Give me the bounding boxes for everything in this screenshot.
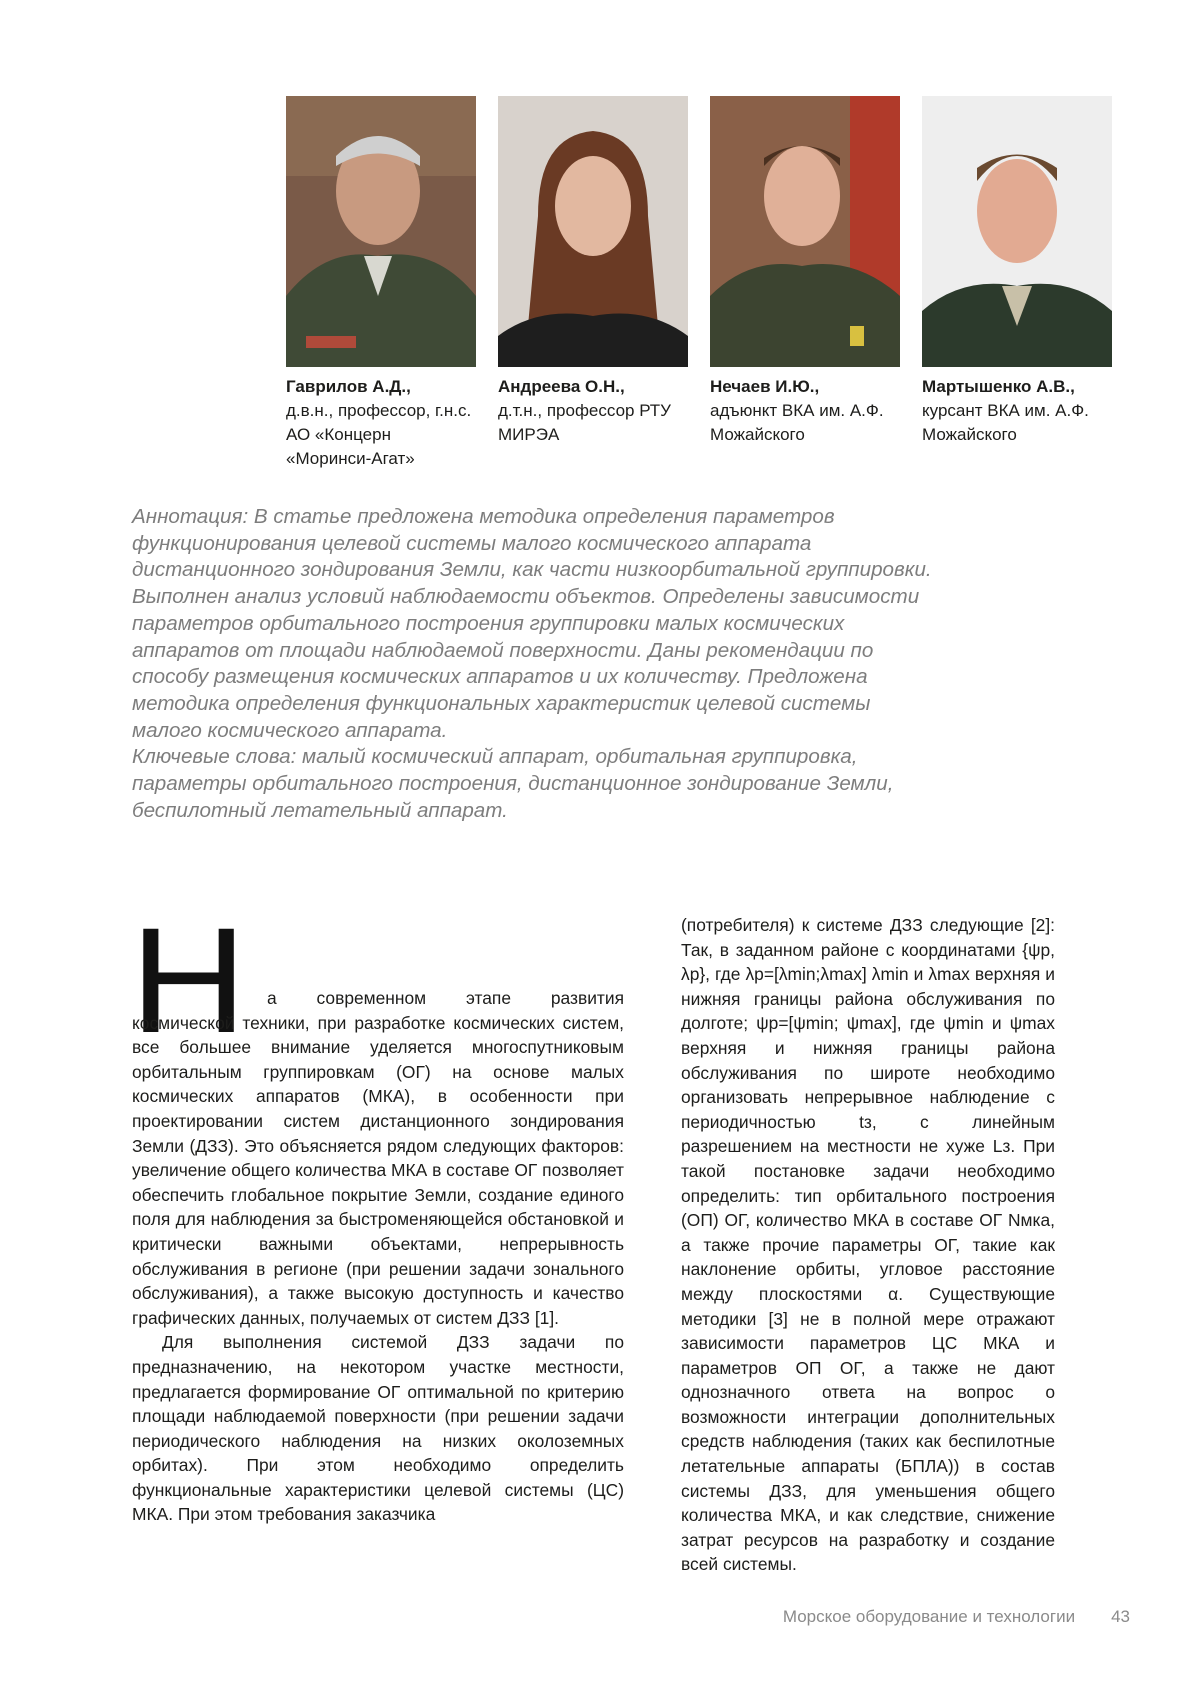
author-photo — [922, 96, 1112, 367]
body-column-left — [132, 986, 624, 1527]
page-number: 43 — [1111, 1607, 1130, 1626]
author-role: адъюнкт ВКА им. А.Ф. Можайского — [710, 399, 900, 447]
author-portrait-icon — [922, 96, 1112, 367]
author-card — [710, 96, 900, 471]
abstract — [132, 504, 932, 824]
author-photo — [498, 96, 688, 367]
author-card — [498, 96, 688, 471]
author-portrait-icon — [710, 96, 900, 367]
drop-cap: Н — [130, 905, 247, 1055]
keywords-text: Ключевые слова: малый космический аппарат, орбитальная группировка, параметры орбитального построения, дистанционное зондирование Земли, беспилотный летательный аппарат. — [132, 744, 932, 824]
body-paragraph: а современном этапе развития космической техники, при разработке космических систем, все большее внимание уделяется многоспутниковым орбитальным группировкам (ОГ) на основе малых космических аппаратов (МКА), в особенности при проектировании систем дистанционного зондирования Земли (ДЗЗ). Это объясняется рядом следующих факторов: увеличение общего количества МКА в составе ОГ позволяет обеспечить глобальное покрытие Земли, создание единого поля для наблюдения за быстроменяющейся обстановкой и критически важными объектами, непрерывность обслуживания в регионе (при решении задачи зонального обслуживания), а также высокую доступность и качество графических данных, получаемых от систем ДЗЗ [1]. — [132, 986, 624, 1330]
body-paragraph: (потребителя) к системе ДЗЗ следующие [2]: Так, в заданном районе с координатами {ψр, λр}, где λр=[λmin;λmax] λmin и λmax верхняя и нижняя границы района обслуживания по долготе; ψр=[ψmin; ψmax], где ψmin и ψmax верхняя и нижняя границы района обслуживания по широте необходимо организовать непрерывное наблюдение с периодичностью tз, с линейным разрешением на местности не хуже Lз. При такой постановке задачи необходимо определить: тип орбитального построения (ОП) ОГ, количество МКА в составе ОГ Nмка, а также прочие параметры ОГ, такие как наклонение орбиты, угловое расстояние между плоскостями α. Существующие методики [3] не в полной мере отражают зависимости параметров ЦС МКА и параметров ОП ОГ, а также не дают однозначного ответа на вопрос о возможности интеграции дополнительных средств наблюдения (таких как беспилотные летательные аппараты (БПЛА)) в состав системы ДЗЗ, для уменьшения общего количества МКА, и как следствие, снижение затрат ресурсов на разработку и создание всей системы. — [681, 913, 1055, 1577]
author-card — [922, 96, 1112, 471]
authors-row — [286, 96, 1116, 471]
author-role: д.в.н., профессор, г.н.с. АО «Концерн «Моринси-Агат» — [286, 399, 476, 471]
author-card — [286, 96, 476, 471]
author-portrait-icon — [286, 96, 476, 367]
body-column-right — [681, 913, 1055, 1577]
author-photo — [286, 96, 476, 367]
author-role: д.т.н., профессор РТУ МИРЭА — [498, 399, 688, 447]
author-role: курсант ВКА им. А.Ф. Можайского — [922, 399, 1112, 447]
annotation-text: Аннотация: В статье предложена методика определения параметров функционирования целевой системы малого космического аппарата дистанционного зондирования Земли, как части низкоорбитальной группировки. Выполнен анализ условий наблюдаемости объектов. Определены зависимости параметров орбитального построения группировки малых космических аппаратов от площади наблюдаемой поверхности. Даны рекомендации по способу размещения космических аппаратов и их количеству. Предложена методика определения функциональных характеристик целевой системы малого космического аппарата. — [132, 504, 932, 744]
author-name: Нечаев И.Ю., — [710, 375, 900, 399]
author-name: Мартышенко А.В., — [922, 375, 1112, 399]
journal-title: Морское оборудование и технологии — [783, 1607, 1075, 1626]
author-photo — [710, 96, 900, 367]
author-portrait-icon — [498, 96, 688, 367]
body-paragraph: Для выполнения системой ДЗЗ задачи по предназначению, на некотором участке местности, предлагается формирование ОГ оптимальной по критерию площади наблюдаемой поверхности (при решении задачи периодического наблюдения на низких околоземных орбитах). При этом необходимо определить функциональные характеристики целевой системы (ЦС) МКА. При этом требования заказчика — [132, 1330, 624, 1527]
author-name: Андреева О.Н., — [498, 375, 688, 399]
page-footer — [783, 1607, 1130, 1627]
author-name: Гаврилов А.Д., — [286, 375, 476, 399]
